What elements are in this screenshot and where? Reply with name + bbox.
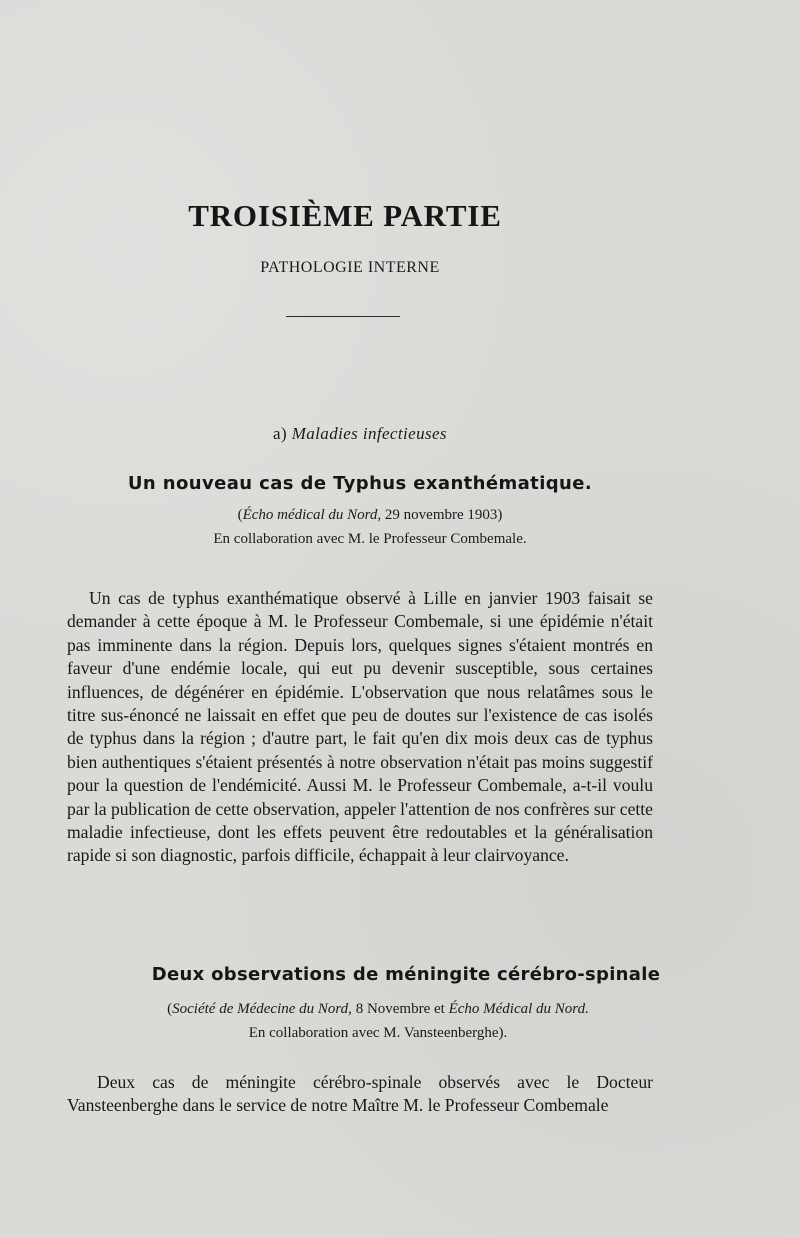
collaboration-line: En collaboration avec M. le Professeur Combemale.: [213, 531, 527, 547]
section-prefix: a): [273, 424, 292, 443]
article-title-meningitis: Deux observations de méningite cérébro-spinale: [151, 964, 661, 985]
section-divider: [286, 316, 400, 317]
citation-line: (Écho médical du Nord, 29 novembre 1903): [237, 507, 503, 523]
citation-line: (Société de Médecine du Nord, 8 Novembre et Écho Médical du Nord.: [167, 1001, 589, 1017]
part-title: TROISIÈME PARTIE: [188, 198, 502, 233]
journal-name: Écho Médical du Nord.: [448, 1001, 589, 1017]
journal-name: Écho médical du Nord,: [242, 507, 382, 523]
society-name: Société de Médecine du Nord,: [172, 1001, 352, 1017]
article-title-typhus: Un nouveau cas de Typhus exanthématique.: [127, 473, 593, 494]
article-paragraph-typhus: Un cas de typhus exanthématique observé à Lille en janvier 1903 faisait se demander à cette époque à M. le Professeur Combemale, si une épidémie n'était pas imminente dans la région. Depuis lors, quelques signes s'étaient montrés en faveur d'une endémie locale, qui eut pu devenir susceptible, sous certaines influences, de dégénérer en épidémie. L'observation que nous relatâmes sous le titre sus-énoncé ne laissait en effet que peu de doutes sur l'existence de cas isolés de typhus dans la région ; d'autre part, le fait qu'en dix mois deux cas de typhus bien authentiques s'étaient présentés à notre observation n'était pas moins suggestif pour la question de l'endémicité. Aussi M. le Professeur Combemale, a-t-il voulu par la publication de cette observation, appeler l'attention de nos confrères sur cette maladie infectieuse, dont les effets peuvent être redoutables et la généralisation rapide si son diagnostic, parfois difficile, échappait à leur clairvoyance.: [67, 588, 653, 866]
collaboration-line: En collaboration avec M. Vansteenberghe).: [248, 1025, 508, 1041]
section-heading: [0, 424, 720, 444]
article-meta-meningitis: [78, 997, 678, 1045]
section-title: Maladies infectieuses: [291, 424, 447, 443]
part-subtitle: PATHOLOGIE INTERNE: [260, 259, 440, 276]
publication-date: 29 novembre 1903): [381, 507, 503, 523]
citation-middle: 8 Novembre et: [351, 1001, 449, 1017]
article-meta-typhus: [110, 503, 630, 551]
article-paragraph-meningitis: Deux cas de méningite cérébro-spinale observés avec le Docteur Vansteenberghe dans le service de notre Maître M. le Professeur Combemale: [67, 1072, 653, 1116]
